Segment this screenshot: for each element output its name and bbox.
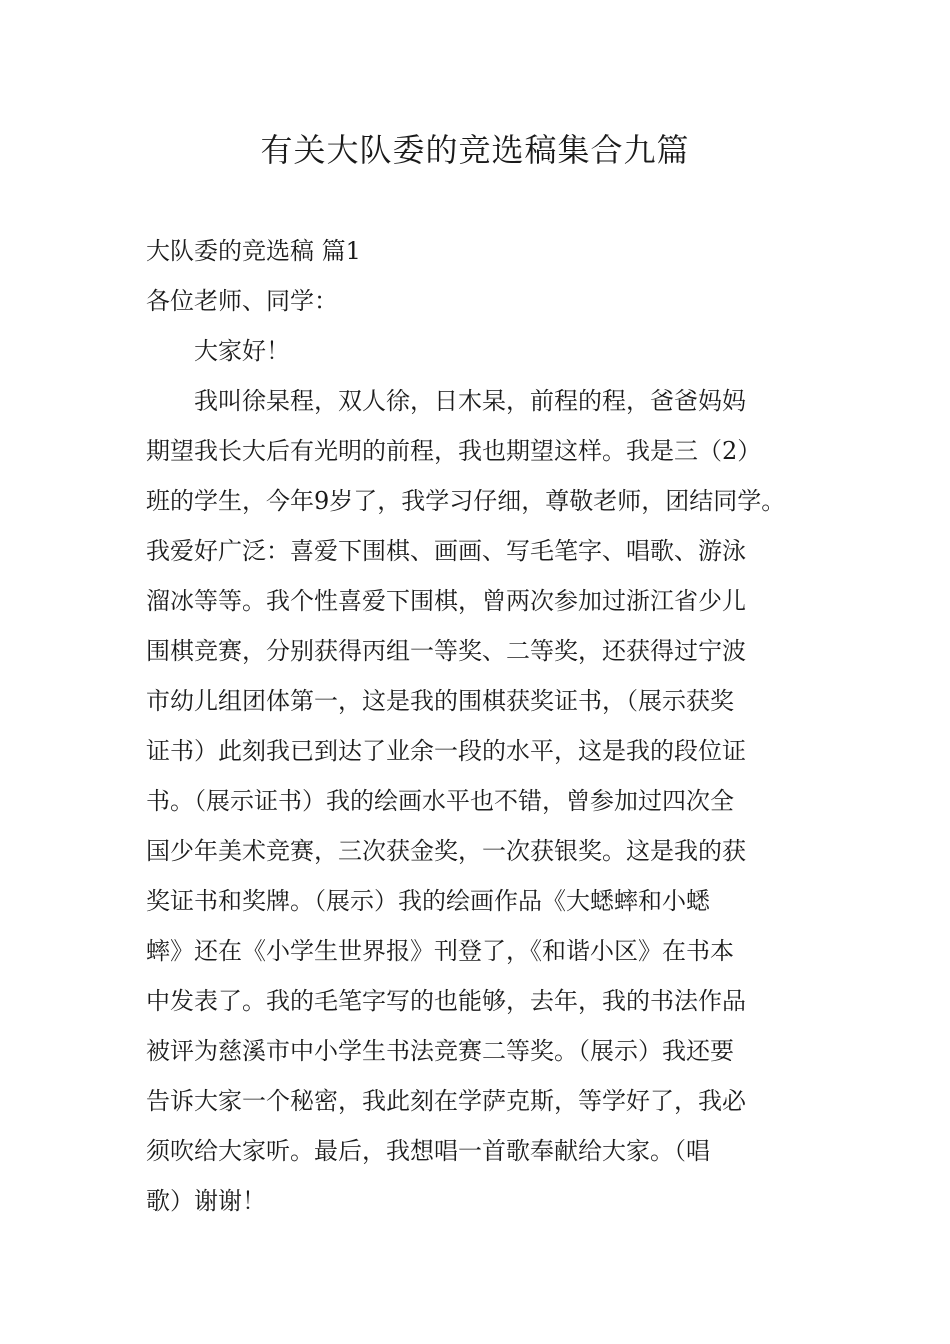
- paragraph-line: 我叫徐杲程，双人徐，日木杲，前程的程，爸爸妈妈: [194, 387, 746, 415]
- greeting: 大家好！: [194, 337, 290, 365]
- paragraph-line: 市幼儿组团体第一，这是我的围棋获奖证书，（展示获奖: [146, 687, 734, 715]
- paragraph-line: 告诉大家一个秘密，我此刻在学萨克斯，等学好了，我必: [146, 1087, 746, 1115]
- salutation: 各位老师、同学：: [146, 287, 338, 315]
- paragraph-line: 溜冰等等。我个性喜爱下围棋，曾两次参加过浙江省少儿: [146, 587, 746, 615]
- paragraph-line: 围棋竞赛，分别获得丙组一等奖、二等奖，还获得过宁波: [146, 637, 746, 665]
- speech-paragraph: [146, 376, 818, 1226]
- paragraph-line: 须吹给大家听。最后，我想唱一首歌奉献给大家。（唱: [146, 1137, 710, 1165]
- paragraph-line: 班的学生，今年9岁了，我学习仔细，尊敬老师，团结同学。: [146, 487, 786, 515]
- paragraph-line: 歌）谢谢！: [146, 1187, 266, 1215]
- paragraph-line: 中发表了。我的毛笔字写的也能够，去年，我的书法作品: [146, 987, 746, 1015]
- paragraph-line: 奖证书和奖牌。（展示）我的绘画作品《大蟋蟀和小蟋: [146, 887, 710, 915]
- paragraph-line: 蟀》还在《小学生世界报》刊登了，《和谐小区》在书本: [146, 937, 734, 965]
- paragraph-line: 国少年美术竞赛，三次获金奖，一次获银奖。这是我的获: [146, 837, 746, 865]
- paragraph-line: 证书）此刻我已到达了业余一段的水平，这是我的段位证: [146, 737, 746, 765]
- paragraph-line: 期望我长大后有光明的前程，我也期望这样。我是三（2）: [146, 437, 762, 465]
- section-heading: 大队委的竞选稿 篇1: [146, 237, 361, 265]
- document-title: 有关大队委的竞选稿集合九篇: [260, 131, 690, 169]
- paragraph-line: 书。（展示证书）我的绘画水平也不错，曾参加过四次全: [146, 787, 734, 815]
- paragraph-line: 我爱好广泛：喜爱下围棋、画画、写毛笔字、唱歌、游泳: [146, 537, 746, 565]
- paragraph-line: 被评为慈溪市中小学生书法竞赛二等奖。（展示）我还要: [146, 1037, 734, 1065]
